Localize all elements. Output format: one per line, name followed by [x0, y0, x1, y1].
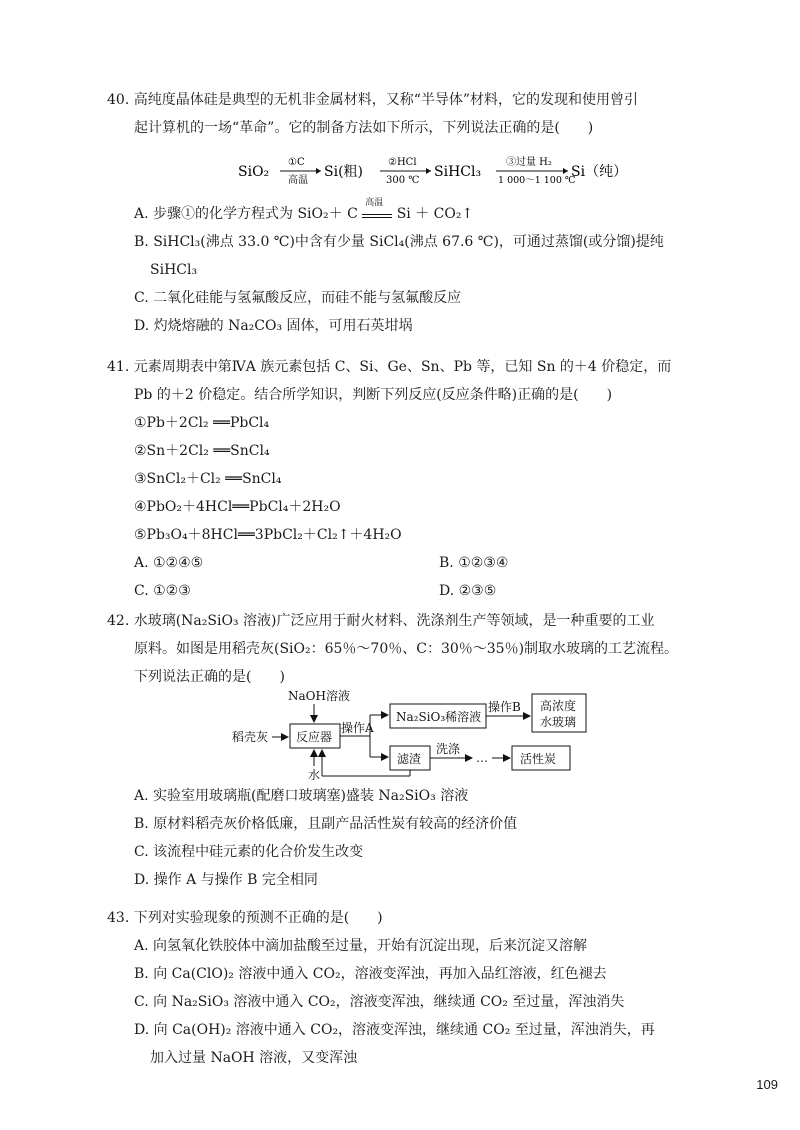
- q41-option-d: D. ②③⑤: [439, 583, 497, 599]
- question-42: [107, 607, 707, 691]
- q42-option-a: A. 实验室用玻璃瓶(配磨口玻璃塞)盛装 Na₂SiO₃ 溶液: [134, 788, 469, 804]
- question-40: [107, 86, 707, 142]
- q43-stem: 43. 下列对实验现象的预测不正确的是( ): [107, 910, 383, 926]
- q43-option-b: B. 向 Ca(ClO)₂ 溶液中通入 CO₂，溶液变浑浊，再加入品红溶液，红色褪去: [134, 966, 607, 982]
- q40-option-b-line2: SiHCl₃: [150, 262, 198, 278]
- flow-carbon-label: 活性炭: [520, 752, 557, 766]
- q40-option-b-line1: B. SiHCl₃(沸点 33.0 ℃)中含有少量 SiCl₄(沸点 67.6 ℃)，可通过蒸馏(或分馏)提纯: [134, 234, 664, 250]
- q40-process-equation: [238, 150, 628, 190]
- q40-option-a-lhs: A. 步骤①的化学方程式为 SiO₂＋ C: [134, 206, 358, 222]
- q43-option-d-line1: D. 向 Ca(OH)₂ 溶液中通入 CO₂，溶液变浑浊，继续通 CO₂ 至过量，浑浊消失，再: [134, 1022, 655, 1038]
- q40-option-d: D. 灼烧熔融的 Na₂CO₃ 固体，可用石英坩埚: [134, 318, 413, 334]
- q41-stem-line2: Pb 的＋2 价稳定。结合所学知识，判断下列反应(反应条件略)正确的是( ): [134, 387, 613, 403]
- q41-reaction-3: ③SnCl₂＋Cl₂ ══SnCl₄: [134, 471, 282, 487]
- q40-option-a-condition: [362, 198, 392, 218]
- flow-dots: …: [476, 751, 488, 765]
- eq-arrow2-top: ②HCl: [388, 157, 417, 168]
- flow-op-b-label: 操作B: [488, 700, 521, 714]
- flow-reactor-label: 反应器: [296, 730, 333, 744]
- q40-option-a-cond-text: 高温: [365, 198, 384, 208]
- eq-si-crude: Si(粗): [324, 164, 363, 180]
- flow-naoh-label: NaOH溶液: [288, 689, 350, 703]
- flow-husk-label: 稻壳灰: [232, 730, 269, 744]
- q41-option-a: A. ①②④⑤: [134, 555, 204, 571]
- question-41: [107, 353, 707, 605]
- eq-arrow3-top: ③过量 H₂: [506, 157, 552, 168]
- q42-stem-line1: 42. 水玻璃(Na₂SiO₃ 溶液)广泛应用于耐火材料、洗涤剂生产等领域，是一种重要的工业: [107, 613, 655, 629]
- q42-stem-line2: 原料。如图是用稻壳灰(SiO₂：65％～70％、C：30％～35％)制取水玻璃的工艺流程。: [134, 641, 679, 657]
- flow-wash-label: 洗涤: [436, 742, 461, 756]
- q40-option-c: C. 二氧化硅能与氢氟酸反应，而硅不能与氢氟酸反应: [134, 290, 462, 306]
- q40-options: [107, 200, 707, 340]
- page-number: 109: [756, 1077, 778, 1092]
- q41-reaction-1: ①Pb＋2Cl₂ ══PbCl₄: [134, 415, 270, 431]
- q40-stem-line1: 40. 高纯度晶体硅是典型的无机非金属材料，又称“半导体”材料，它的发现和使用曾引: [107, 92, 639, 108]
- q42-options: [107, 782, 707, 894]
- q43-option-d-line2: 加入过量 NaOH 溶液，又变浑浊: [150, 1050, 358, 1066]
- q42-option-c: C. 该流程中硅元素的化合价发生改变: [134, 844, 364, 860]
- q41-options-row2: [107, 577, 707, 605]
- q41-option-c: C. ①②③: [134, 583, 191, 599]
- q41-reaction-5: ⑤Pb₃O₄＋8HCl══3PbCl₂＋Cl₂↑＋4H₂O: [134, 527, 402, 543]
- q42-stem-line3: 下列说法正确的是( ): [134, 669, 285, 685]
- eq-si-pure: Si（纯）: [571, 164, 628, 180]
- eq-sihcl3: SiHCl₃: [434, 164, 482, 180]
- q43-option-c: C. 向 Na₂SiO₃ 溶液中通入 CO₂，溶液变浑浊，继续通 CO₂ 至过量，浑浊消失: [134, 994, 625, 1010]
- eq-sio2: SiO₂: [238, 164, 270, 180]
- flow-water-label: 水: [308, 768, 321, 782]
- flow-op-a-label: 操作A: [341, 721, 374, 735]
- flow-dilute-label: Na₂SiO₃稀溶液: [396, 710, 482, 724]
- q41-stem-line1: 41. 元素周期表中第ⅣA 族元素包括 C、Si、Ge、Sn、Pb 等，已知 Sn 的＋4 价稳定，而: [107, 359, 672, 375]
- q41-reaction-2: ②Sn＋2Cl₂ ══SnCl₄: [134, 443, 270, 459]
- eq-arrow2-bottom: 300 ℃: [386, 175, 420, 186]
- question-43: [107, 904, 707, 1072]
- eq-arrow1-bottom: 高温: [288, 175, 308, 186]
- q40-option-a-rhs: Si ＋ CO₂↑: [396, 206, 474, 222]
- q42-option-b: B. 原材料稻壳灰价格低廉，且副产品活性炭有较高的经济价值: [134, 816, 518, 832]
- q42-flow-diagram: [230, 686, 590, 782]
- eq-arrow3-bottom: 1 000～1 100 ℃: [498, 175, 576, 186]
- q40-option-a: [107, 200, 707, 228]
- flow-concentrate-line2: 水玻璃: [540, 715, 577, 729]
- q40-stem-line2: 起计算机的一场“革命”。它的制备方法如下所示，下列说法正确的是( ): [134, 120, 594, 136]
- q41-reaction-4: ④PbO₂＋4HCl══PbCl₄＋2H₂O: [134, 499, 341, 515]
- q41-option-b: B. ①②③④: [439, 555, 509, 571]
- flow-residue-label: 滤渣: [397, 752, 422, 766]
- q42-option-d: D. 操作 A 与操作 B 完全相同: [134, 872, 318, 888]
- flow-concentrate-line1: 高浓度: [540, 699, 577, 713]
- q43-option-a: A. 向氢氧化铁胶体中滴加盐酸至过量，开始有沉淀出现，后来沉淀又溶解: [134, 938, 588, 954]
- eq-arrow1-top: ①C: [288, 157, 305, 168]
- q41-options-row1: [107, 549, 707, 577]
